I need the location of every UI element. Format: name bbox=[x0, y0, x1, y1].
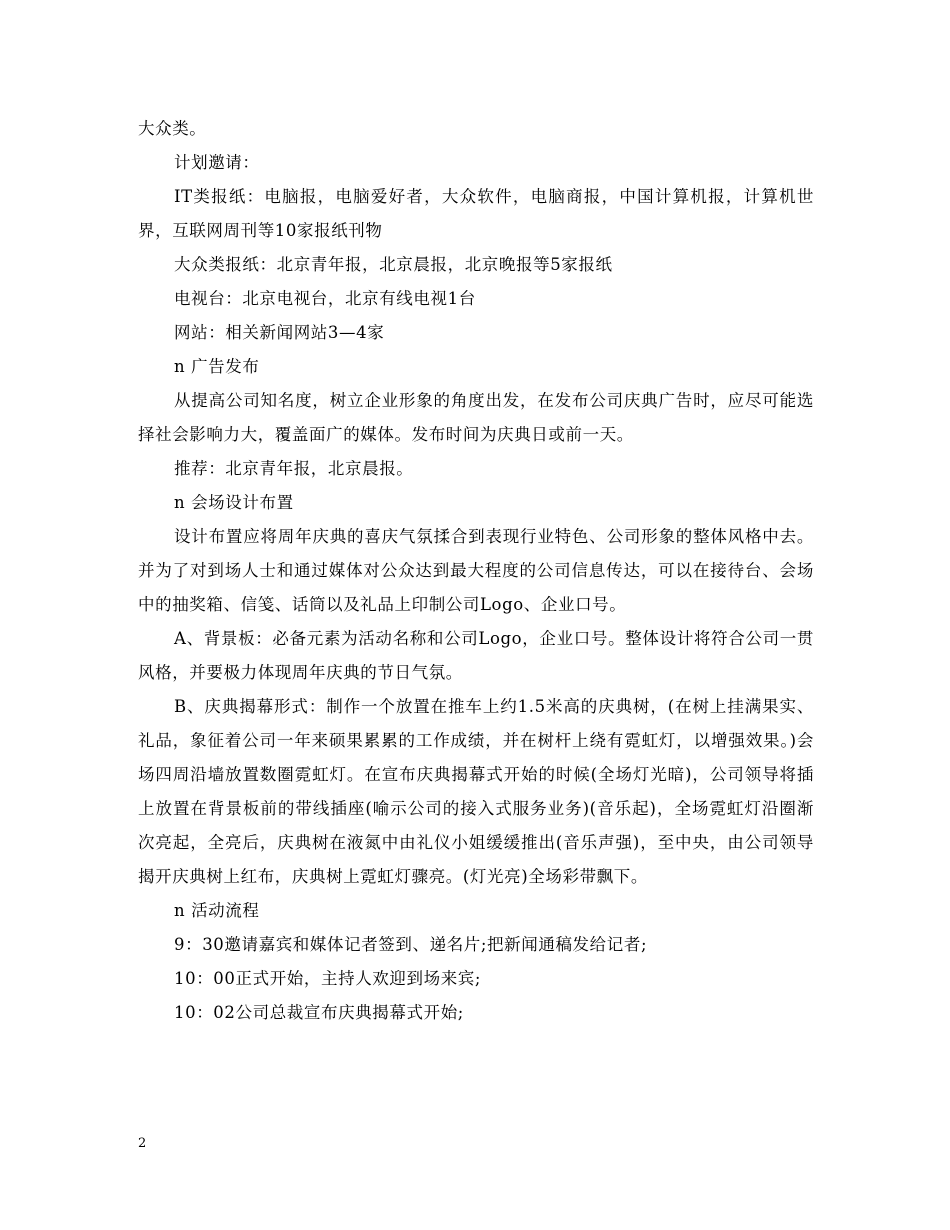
document-body bbox=[138, 112, 814, 1030]
paragraph-4: 大众类报纸：北京青年报，北京晨报，北京晚报等5家报纸 bbox=[174, 255, 613, 274]
paragraph-1: 大众类。 bbox=[138, 119, 207, 138]
paragraph-12: A、背景板：必备元素为活动名称和公司Logo，企业口号。整体设计将符合公司一贯风格，并要极力体现周年庆典的节日气氛。 bbox=[138, 629, 814, 682]
paragraph-9: 推荐：北京青年报，北京晨报。 bbox=[174, 459, 414, 478]
schedule-item-2: 10：00正式开始，主持人欢迎到场来宾; bbox=[174, 969, 482, 988]
paragraph-3: IT类报纸：电脑报，电脑爱好者，大众软件，电脑商报，中国计算机报，计算机世界，互联网周刊等10家报纸刊物 bbox=[138, 187, 814, 240]
paragraph-11: 设计布置应将周年庆典的喜庆气氛揉合到表现行业特色、公司形象的整体风格中去。并为了对到场人士和通过媒体对公众达到最大程度的公司信息传达，可以在接待台、会场中的抽奖箱、信笺、话筒以及礼品上印制公司Logo、企业口号。 bbox=[138, 527, 814, 614]
schedule-item-1: 9：30邀请嘉宾和媒体记者签到、递名片;把新闻通稿发给记者; bbox=[174, 935, 648, 954]
section-heading-ad-release: n 广告发布 bbox=[174, 357, 260, 376]
page-number: 2 bbox=[138, 1136, 147, 1151]
schedule-item-3: 10：02公司总裁宣布庆典揭幕式开始; bbox=[174, 1003, 464, 1022]
paragraph-13: B、庆典揭幕形式：制作一个放置在推车上约1.5米高的庆典树，(在树上挂满果实、礼品，象征着公司一年来硕果累累的工作成绩，并在树杆上绕有霓虹灯，以增强效果。)会场四周沿墙放置数圈霓虹灯。在宣布庆典揭幕式开始的时候(全场灯光暗)，公司领导将插上放置在背景板前的带线插座(喻示公司的接入式服务业务)(音乐起)，全场霓虹灯沿圈渐次亮起，全亮后，庆典树在液氮中由礼仪小姐缓缓推出(音乐声强)，至中央，由公司领导揭开庆典树上红布，庆典树上霓虹灯骤亮。(灯光亮)全场彩带飘下。 bbox=[138, 697, 814, 886]
paragraph-5: 电视台：北京电视台，北京有线电视1台 bbox=[174, 289, 476, 308]
paragraph-2: 计划邀请： bbox=[174, 153, 260, 172]
section-heading-venue-design: n 会场设计布置 bbox=[174, 493, 294, 512]
section-heading-event-flow: n 活动流程 bbox=[174, 901, 260, 920]
paragraph-6: 网站：相关新闻网站3—4家 bbox=[174, 323, 385, 342]
paragraph-8: 从提高公司知名度，树立企业形象的角度出发，在发布公司庆典广告时，应尽可能选择社会影响力大，覆盖面广的媒体。发布时间为庆典日或前一天。 bbox=[138, 391, 814, 444]
